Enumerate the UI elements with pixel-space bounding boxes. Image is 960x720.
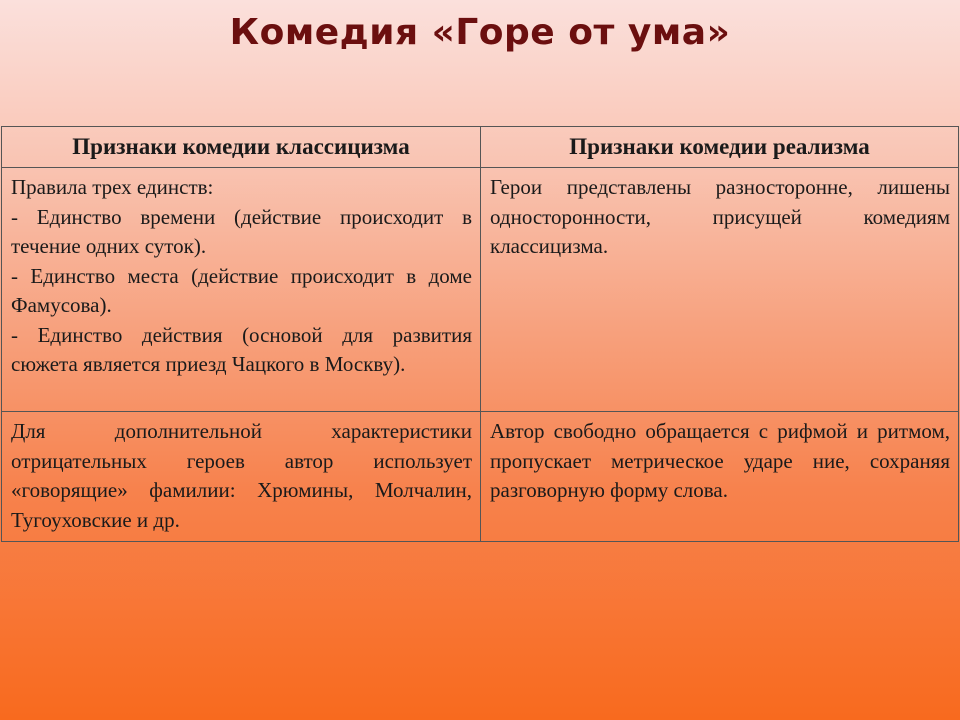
unity-of-action: - Единство действия (основой для развития сюжета является приезд Чацкого в Москву). (11, 322, 472, 376)
rhyme-rhythm-text: Автор свободно обращается с рифмой и ритмом, пропускает метрическое ударе ние, сохраняя разговорную форму слова. (490, 419, 950, 502)
unity-of-place: - Единство места (действие происходит в доме Фамусова). (11, 263, 472, 317)
realism-rhythm-cell (481, 412, 959, 542)
speaking-names-text: Для дополнительной характеристики отрицательных героев автор использует «говорящие» фамилии: Хрюмины, Молчалин, Тугоуховские и др. (11, 419, 472, 532)
table-header-row (2, 127, 959, 168)
unity-of-time: - Единство времени (действие происходит в течение одних суток). (11, 204, 472, 258)
realism-heroes-text: Герои представлены разносторонне, лишены односторонности, присущей комедиям классицизма. (490, 175, 950, 258)
header-classicism: Признаки комедии классицизма (2, 127, 481, 168)
comparison-table (1, 126, 959, 542)
classicism-unities-cell (2, 168, 481, 412)
header-realism: Признаки комедии реализма (481, 127, 959, 168)
table-row (2, 412, 959, 542)
classicism-names-cell (2, 412, 481, 542)
unities-intro: Правила трех единств: (11, 175, 214, 199)
table-row (2, 168, 959, 412)
slide-title: Комедия «Горе от ума» (229, 12, 731, 53)
realism-heroes-cell (481, 168, 959, 412)
